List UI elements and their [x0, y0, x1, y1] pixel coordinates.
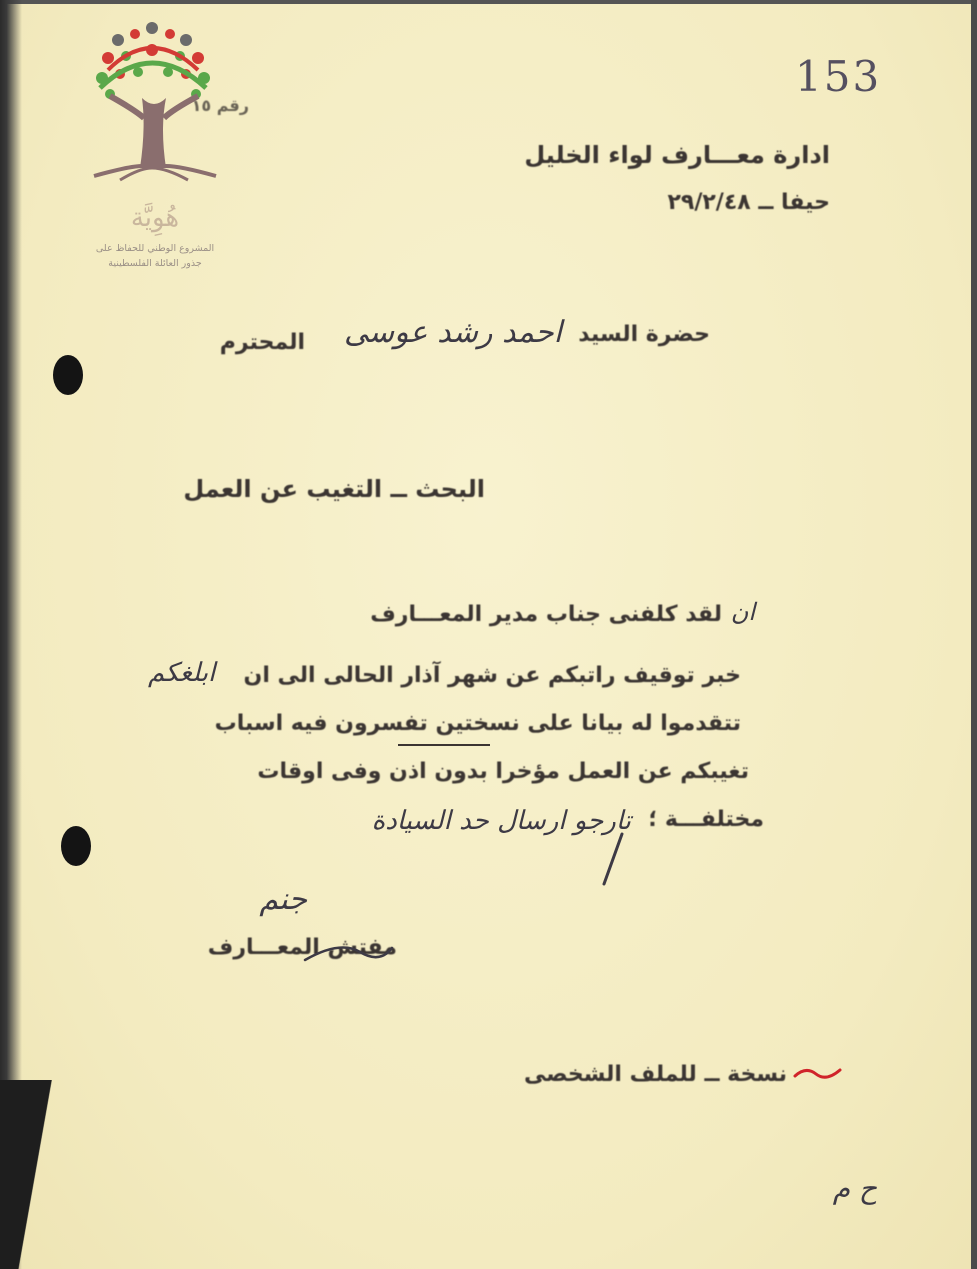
- addressee-title: حضرة السيد: [578, 322, 710, 347]
- scan-left-edge: [0, 0, 22, 1269]
- scan-left-corner: [0, 1080, 60, 1269]
- logo-subtitle-2: جذور العائلة الفلسطينية: [108, 258, 202, 269]
- signature-flourish: [300, 930, 400, 975]
- place-date: حيفا ــ ٢٩/٢/٤٨: [667, 190, 830, 215]
- signature-title: مفتش المعـــارف: [207, 935, 397, 960]
- logo-subtitle-1: المشروع الوطني للحفاظ على: [95, 243, 215, 254]
- red-check-mark: [792, 1062, 844, 1084]
- scan-right-edge: [971, 0, 977, 1269]
- body-line-3: تتقدموا له بيانا على نسختين تفسرون فيه اسباب: [214, 711, 741, 736]
- insert-handwritten-note: تارجو ارسال حد السيادة: [371, 806, 631, 836]
- punch-hole-top: [53, 355, 83, 395]
- copy-to-file-line: نسخة ــ للملف الشخصى: [523, 1062, 787, 1087]
- scan-top-edge: [0, 0, 977, 4]
- subject-line: البحث ــ التغيب عن العمل: [183, 475, 485, 503]
- department-heading: ادارة معـــارف لواء الخليل: [524, 141, 830, 169]
- addressee-name-handwritten: احمد رشد عوسى: [344, 315, 562, 350]
- page-number: 153: [795, 52, 882, 101]
- footer-initials: ح م: [832, 1172, 877, 1205]
- body-handwritten-end: ان: [730, 598, 755, 626]
- underline-nuskhatayn: [398, 744, 490, 746]
- hawiyya-logo: [80, 18, 230, 278]
- margin-handwritten-note: ابلغكم: [148, 658, 216, 688]
- addressee-honorific: المحترم: [219, 330, 305, 355]
- signature-handwritten: جنم: [259, 882, 307, 917]
- logo-title: هُوِيَّة: [130, 203, 180, 233]
- punch-hole-bottom: [61, 826, 91, 866]
- body-line-2: خبر توقيف راتبكم عن شهر آذار الحالى الى ان: [243, 663, 741, 688]
- body-line-4: تغيبكم عن العمل مؤخرا بدون اذن وفى اوقات: [257, 759, 749, 784]
- body-line-5: مختلفـــة ؛: [648, 807, 764, 832]
- pen-stroke: [598, 830, 628, 890]
- reference-number-label: رقم ١٥: [191, 96, 249, 115]
- body-line-1: لقد كلفنى جناب مدير المعـــارف: [370, 602, 722, 627]
